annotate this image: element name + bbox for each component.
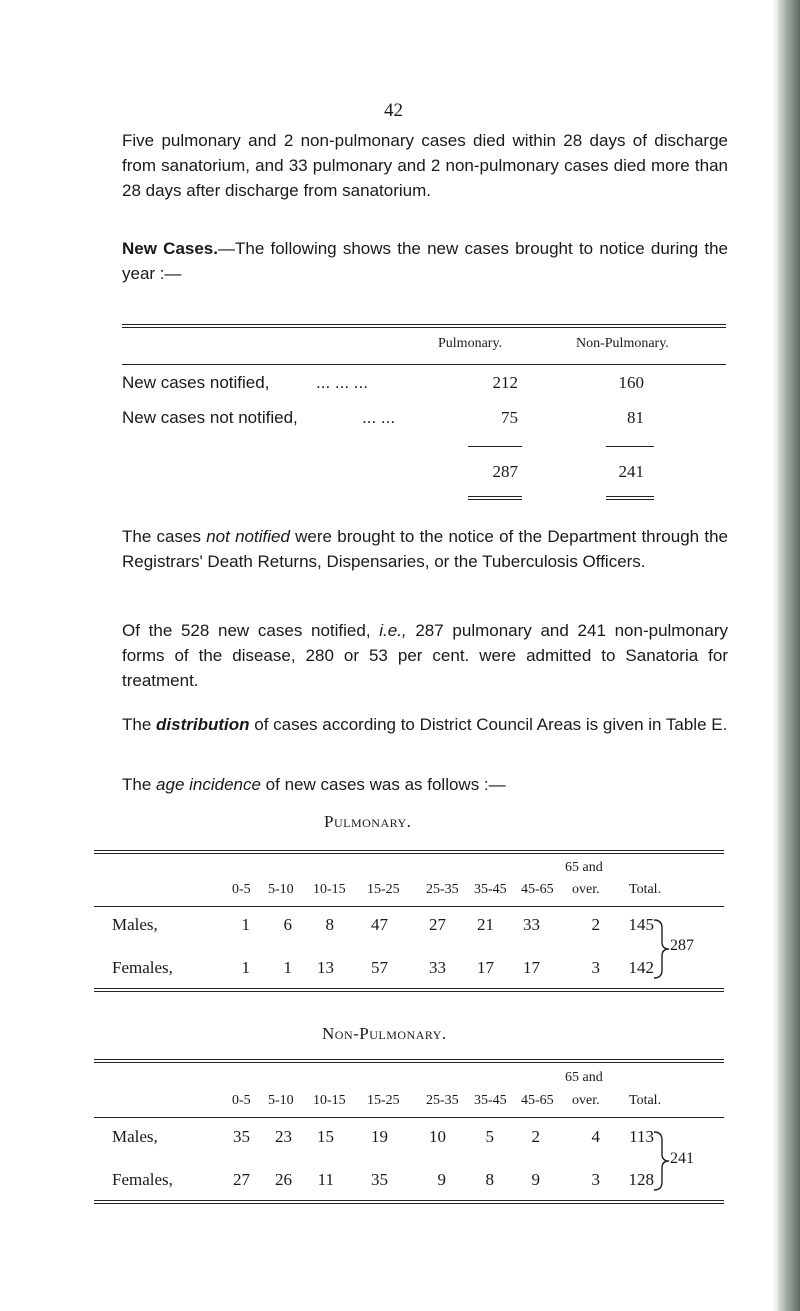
pulm-brace-icon: [652, 918, 672, 980]
non-pulmonary-table-title: Non-Pulmonary.: [322, 1024, 447, 1043]
npulm-header-0-5: 0-5: [232, 1093, 251, 1108]
table-rule-header: [122, 364, 726, 365]
paragraph-not-notified: The cases not notified were brought to the notice of the Department through the Registrars' Death Returns, Dispensaries, or the Tuberculosis Officers.: [122, 527, 728, 571]
npulm-grand-total: 241: [670, 1150, 694, 1167]
npulm-males-10-15: 15: [317, 1127, 334, 1146]
pulm-header-65-and: 65 and: [565, 860, 603, 875]
npulm-males-45-65: 2: [531, 1127, 540, 1146]
pulm-row-label-females: Females,: [112, 958, 173, 977]
npulm-females-total: 128: [628, 1170, 654, 1189]
npulm-males-35-45: 5: [485, 1127, 494, 1146]
double-rule-non-pulmonary-2: [606, 499, 654, 500]
pulm-males-total: 145: [628, 915, 654, 934]
npulm-row-label-females: Females,: [112, 1170, 173, 1189]
paragraph-deaths: Five pulmonary and 2 non-pulmonary cases died within 28 days of discharge from sanatorium, and 33 pulmonary and 2 non-pulmonary cases died more than 28 days after discharge from sanatorium.: [122, 131, 728, 200]
npulm-females-10-15: 11: [317, 1170, 334, 1189]
pulm-males-65-over: 2: [591, 915, 600, 934]
paragraph-age: The age incidence of new cases was as follows :—: [122, 775, 506, 794]
npulm-males-25-35: 10: [429, 1127, 446, 1146]
row-label-not-notified: New cases not notified,: [122, 408, 298, 427]
row-dots-not-notified: ... ...: [362, 408, 396, 427]
npulm-header-25-35: 25-35: [426, 1093, 459, 1108]
pulm-males-0-5: 1: [241, 915, 250, 934]
page-edge: [778, 0, 800, 1311]
cell-notified-pulmonary: 212: [492, 373, 518, 392]
npulm-rule-bottom: [94, 1200, 724, 1201]
page-number: 42: [384, 100, 403, 121]
paragraph-distribution: The distribution of cases according to District Council Areas is given in Table E.: [122, 715, 728, 734]
npulm-header-5-10: 5-10: [268, 1093, 294, 1108]
pulm-females-10-15: 13: [317, 958, 334, 977]
pulmonary-table-title: Pulmonary.: [324, 812, 412, 831]
sum-rule-pulmonary: [468, 446, 522, 447]
pulm-header-total: Total.: [629, 882, 662, 897]
npulm-males-65-over: 4: [591, 1127, 600, 1146]
pulm-row-label-males: Males,: [112, 915, 158, 934]
npulm-brace-icon: [652, 1130, 672, 1192]
npulm-females-65-over: 3: [591, 1170, 600, 1189]
pulm-rule-bottom: [94, 988, 724, 989]
pulm-males-10-15: 8: [325, 915, 334, 934]
npulm-females-0-5: 27: [233, 1170, 250, 1189]
col-header-pulmonary: Pulmonary.: [438, 336, 503, 351]
cell-not-notified-non-pulmonary: 81: [627, 408, 644, 427]
pulm-females-65-over: 3: [591, 958, 600, 977]
table-rule-top: [122, 324, 726, 325]
npulm-header-10-15: 10-15: [313, 1093, 346, 1108]
cell-notified-non-pulmonary: 160: [618, 373, 644, 392]
pulm-header-15-25: 15-25: [367, 882, 400, 897]
pulm-header-over: over.: [572, 882, 600, 897]
npulm-header-65-and: 65 and: [565, 1070, 603, 1085]
npulm-rule-top: [94, 1059, 724, 1060]
npulm-females-35-45: 8: [485, 1170, 494, 1189]
pulm-header-25-35: 25-35: [426, 882, 459, 897]
pulm-females-5-10: 1: [283, 958, 292, 977]
paragraph-528: Of the 528 new cases notified, i.e., 287 pulmonary and 241 non-pulmonary forms of the disease, 280 or 53 per cent. were admitted to Sanatoria for treatment.: [122, 621, 728, 690]
npulm-females-45-65: 9: [531, 1170, 540, 1189]
double-rule-pulmonary-1: [468, 496, 522, 497]
pulm-header-35-45: 35-45: [474, 882, 507, 897]
pulm-grand-total: 287: [670, 937, 694, 954]
pulm-males-15-25: 47: [371, 915, 388, 934]
double-rule-pulmonary-2: [468, 499, 522, 500]
npulm-rule-header: [94, 1117, 724, 1118]
new-cases-text: —The following shows the new cases brought to notice during the year :—: [122, 239, 728, 283]
table-rule-top-2: [122, 327, 726, 328]
row-label-notified: New cases notified,: [122, 373, 270, 392]
pulm-males-25-35: 27: [429, 915, 446, 934]
npulm-males-0-5: 35: [233, 1127, 250, 1146]
total-non-pulmonary: 241: [618, 462, 644, 481]
pulm-females-total: 142: [628, 958, 654, 977]
pulm-females-45-65: 17: [523, 958, 540, 977]
pulm-rule-top: [94, 850, 724, 851]
pulm-header-0-5: 0-5: [232, 882, 251, 897]
new-cases-heading: New Cases.: [122, 239, 218, 258]
npulm-rule-top-2: [94, 1062, 724, 1063]
double-rule-non-pulmonary-1: [606, 496, 654, 497]
npulm-females-25-35: 9: [437, 1170, 446, 1189]
sum-rule-non-pulmonary: [606, 446, 654, 447]
pulm-header-10-15: 10-15: [313, 882, 346, 897]
pulm-rule-bottom-2: [94, 991, 724, 992]
npulm-males-15-25: 19: [371, 1127, 388, 1146]
npulm-header-over: over.: [572, 1093, 600, 1108]
pulm-header-45-65: 45-65: [521, 882, 554, 897]
pulm-females-15-25: 57: [371, 958, 388, 977]
col-header-non-pulmonary: Non-Pulmonary.: [576, 336, 669, 351]
npulm-header-45-65: 45-65: [521, 1093, 554, 1108]
pulm-females-25-35: 33: [429, 958, 446, 977]
npulm-rule-bottom-2: [94, 1203, 724, 1204]
pulm-females-0-5: 1: [241, 958, 250, 977]
total-pulmonary: 287: [492, 462, 518, 481]
npulm-females-5-10: 26: [275, 1170, 292, 1189]
pulm-males-35-45: 21: [477, 915, 494, 934]
cell-not-notified-pulmonary: 75: [501, 408, 518, 427]
npulm-header-total: Total.: [629, 1093, 662, 1108]
npulm-header-35-45: 35-45: [474, 1093, 507, 1108]
pulm-header-5-10: 5-10: [268, 882, 294, 897]
pulm-males-45-65: 33: [523, 915, 540, 934]
npulm-row-label-males: Males,: [112, 1127, 158, 1146]
npulm-header-15-25: 15-25: [367, 1093, 400, 1108]
npulm-males-5-10: 23: [275, 1127, 292, 1146]
npulm-females-15-25: 35: [371, 1170, 388, 1189]
pulm-rule-top-2: [94, 853, 724, 854]
pulm-females-35-45: 17: [477, 958, 494, 977]
paragraph-new-cases: [122, 236, 728, 286]
npulm-males-total: 113: [629, 1127, 654, 1146]
row-dots-notified: ... ... ...: [316, 373, 368, 392]
pulm-rule-header: [94, 906, 724, 907]
pulm-males-5-10: 6: [283, 915, 292, 934]
